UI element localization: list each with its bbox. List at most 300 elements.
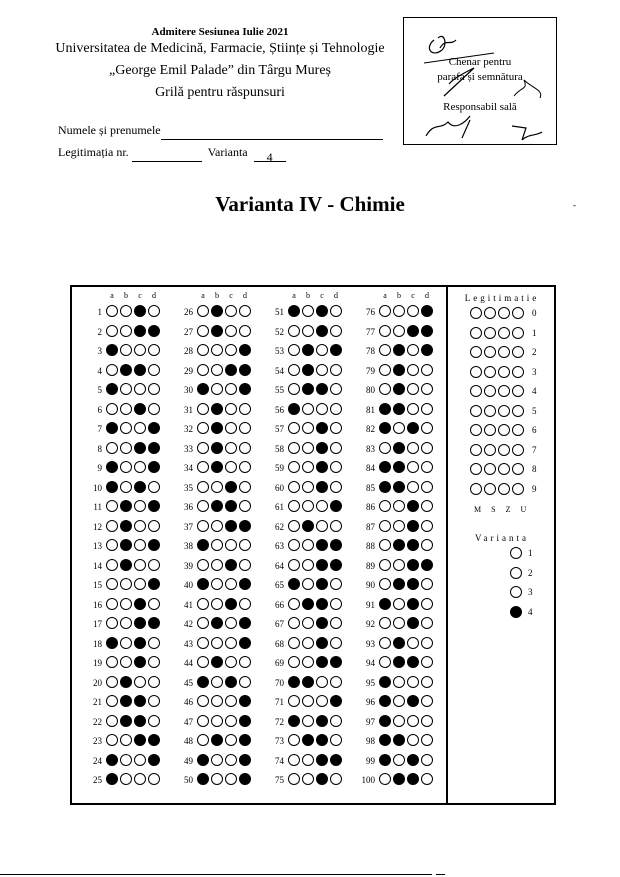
answer-bubble-46-d[interactable] [239, 695, 251, 707]
answer-bubble-18-a[interactable] [106, 637, 118, 649]
answer-bubble-86-d[interactable] [421, 500, 433, 512]
answer-bubble-96-c[interactable] [407, 695, 419, 707]
answer-bubble-54-a[interactable] [288, 364, 300, 376]
answer-bubble-85-c[interactable] [407, 481, 419, 493]
answer-bubble-82-d[interactable] [421, 422, 433, 434]
legitimatie-bubble[interactable] [512, 327, 524, 339]
answer-bubble-53-c[interactable] [316, 344, 328, 356]
answer-bubble-10-b[interactable] [120, 481, 132, 493]
answer-bubble-59-a[interactable] [288, 461, 300, 473]
answer-bubble-89-c[interactable] [407, 559, 419, 571]
answer-bubble-16-c[interactable] [134, 598, 146, 610]
answer-bubble-15-b[interactable] [120, 578, 132, 590]
answer-bubble-92-d[interactable] [421, 617, 433, 629]
answer-bubble-74-c[interactable] [316, 754, 328, 766]
answer-bubble-68-a[interactable] [288, 637, 300, 649]
answer-bubble-29-c[interactable] [225, 364, 237, 376]
answer-bubble-46-b[interactable] [211, 695, 223, 707]
answer-bubble-94-b[interactable] [393, 656, 405, 668]
answer-bubble-55-b[interactable] [302, 383, 314, 395]
answer-bubble-94-c[interactable] [407, 656, 419, 668]
answer-bubble-78-d[interactable] [421, 344, 433, 356]
legitimatie-bubble[interactable] [498, 307, 510, 319]
answer-bubble-61-d[interactable] [330, 500, 342, 512]
answer-bubble-16-b[interactable] [120, 598, 132, 610]
answer-bubble-91-b[interactable] [393, 598, 405, 610]
answer-bubble-6-d[interactable] [148, 403, 160, 415]
answer-bubble-19-d[interactable] [148, 656, 160, 668]
answer-bubble-62-a[interactable] [288, 520, 300, 532]
answer-bubble-86-b[interactable] [393, 500, 405, 512]
legitimatie-bubble[interactable] [484, 483, 496, 495]
answer-bubble-95-c[interactable] [407, 676, 419, 688]
answer-bubble-26-a[interactable] [197, 305, 209, 317]
answer-bubble-56-c[interactable] [316, 403, 328, 415]
answer-bubble-92-c[interactable] [407, 617, 419, 629]
answer-bubble-60-c[interactable] [316, 481, 328, 493]
answer-bubble-31-d[interactable] [239, 403, 251, 415]
answer-bubble-48-c[interactable] [225, 734, 237, 746]
answer-bubble-43-c[interactable] [225, 637, 237, 649]
answer-bubble-30-c[interactable] [225, 383, 237, 395]
answer-bubble-53-d[interactable] [330, 344, 342, 356]
answer-bubble-9-c[interactable] [134, 461, 146, 473]
legitimatie-bubble[interactable] [512, 307, 524, 319]
answer-bubble-76-c[interactable] [407, 305, 419, 317]
legitimatie-bubble[interactable] [470, 424, 482, 436]
answer-bubble-30-d[interactable] [239, 383, 251, 395]
answer-bubble-4-a[interactable] [106, 364, 118, 376]
answer-bubble-99-c[interactable] [407, 754, 419, 766]
answer-bubble-17-a[interactable] [106, 617, 118, 629]
answer-bubble-34-a[interactable] [197, 461, 209, 473]
legitimatie-bubble[interactable] [470, 463, 482, 475]
answer-bubble-54-b[interactable] [302, 364, 314, 376]
answer-bubble-50-a[interactable] [197, 773, 209, 785]
answer-bubble-50-d[interactable] [239, 773, 251, 785]
answer-bubble-92-a[interactable] [379, 617, 391, 629]
answer-bubble-58-c[interactable] [316, 442, 328, 454]
answer-bubble-83-c[interactable] [407, 442, 419, 454]
answer-bubble-4-b[interactable] [120, 364, 132, 376]
answer-bubble-58-a[interactable] [288, 442, 300, 454]
answer-bubble-62-c[interactable] [316, 520, 328, 532]
answer-bubble-95-d[interactable] [421, 676, 433, 688]
answer-bubble-68-c[interactable] [316, 637, 328, 649]
answer-bubble-13-d[interactable] [148, 539, 160, 551]
answer-bubble-100-b[interactable] [393, 773, 405, 785]
answer-bubble-23-b[interactable] [120, 734, 132, 746]
answer-bubble-98-a[interactable] [379, 734, 391, 746]
name-field[interactable] [58, 120, 383, 142]
answer-bubble-25-d[interactable] [148, 773, 160, 785]
answer-bubble-80-b[interactable] [393, 383, 405, 395]
answer-bubble-10-c[interactable] [134, 481, 146, 493]
legitimatie-bubble[interactable] [498, 405, 510, 417]
answer-bubble-11-b[interactable] [120, 500, 132, 512]
answer-bubble-71-d[interactable] [330, 695, 342, 707]
answer-bubble-51-c[interactable] [316, 305, 328, 317]
answer-bubble-98-c[interactable] [407, 734, 419, 746]
answer-bubble-27-c[interactable] [225, 325, 237, 337]
answer-bubble-76-d[interactable] [421, 305, 433, 317]
answer-bubble-1-d[interactable] [148, 305, 160, 317]
answer-bubble-11-a[interactable] [106, 500, 118, 512]
answer-bubble-25-c[interactable] [134, 773, 146, 785]
legitimatie-bubble[interactable] [512, 366, 524, 378]
answer-bubble-17-c[interactable] [134, 617, 146, 629]
answer-bubble-45-b[interactable] [211, 676, 223, 688]
answer-bubble-74-b[interactable] [302, 754, 314, 766]
answer-bubble-90-c[interactable] [407, 578, 419, 590]
answer-bubble-69-d[interactable] [330, 656, 342, 668]
answer-bubble-52-a[interactable] [288, 325, 300, 337]
answer-bubble-78-a[interactable] [379, 344, 391, 356]
legitimatie-bubble[interactable] [498, 483, 510, 495]
answer-bubble-79-c[interactable] [407, 364, 419, 376]
answer-bubble-28-a[interactable] [197, 344, 209, 356]
answer-bubble-91-c[interactable] [407, 598, 419, 610]
answer-bubble-6-b[interactable] [120, 403, 132, 415]
legitimatie-bubble[interactable] [512, 483, 524, 495]
answer-bubble-21-d[interactable] [148, 695, 160, 707]
answer-bubble-50-c[interactable] [225, 773, 237, 785]
answer-bubble-38-c[interactable] [225, 539, 237, 551]
answer-bubble-57-a[interactable] [288, 422, 300, 434]
answer-bubble-80-d[interactable] [421, 383, 433, 395]
answer-bubble-17-b[interactable] [120, 617, 132, 629]
answer-bubble-45-c[interactable] [225, 676, 237, 688]
answer-bubble-50-b[interactable] [211, 773, 223, 785]
answer-bubble-33-b[interactable] [211, 442, 223, 454]
answer-bubble-65-a[interactable] [288, 578, 300, 590]
answer-bubble-39-d[interactable] [239, 559, 251, 571]
answer-bubble-56-b[interactable] [302, 403, 314, 415]
answer-bubble-75-b[interactable] [302, 773, 314, 785]
answer-bubble-41-a[interactable] [197, 598, 209, 610]
answer-bubble-18-b[interactable] [120, 637, 132, 649]
answer-bubble-3-b[interactable] [120, 344, 132, 356]
answer-bubble-1-b[interactable] [120, 305, 132, 317]
answer-bubble-57-b[interactable] [302, 422, 314, 434]
answer-bubble-55-c[interactable] [316, 383, 328, 395]
answer-bubble-46-c[interactable] [225, 695, 237, 707]
answer-bubble-11-c[interactable] [134, 500, 146, 512]
answer-bubble-32-d[interactable] [239, 422, 251, 434]
answer-bubble-7-d[interactable] [148, 422, 160, 434]
answer-bubble-24-b[interactable] [120, 754, 132, 766]
legitimatie-bubble[interactable] [484, 346, 496, 358]
answer-bubble-1-c[interactable] [134, 305, 146, 317]
answer-bubble-21-a[interactable] [106, 695, 118, 707]
answer-bubble-97-c[interactable] [407, 715, 419, 727]
answer-bubble-6-c[interactable] [134, 403, 146, 415]
answer-bubble-64-d[interactable] [330, 559, 342, 571]
answer-bubble-40-c[interactable] [225, 578, 237, 590]
answer-bubble-59-b[interactable] [302, 461, 314, 473]
answer-bubble-20-d[interactable] [148, 676, 160, 688]
answer-bubble-35-d[interactable] [239, 481, 251, 493]
answer-bubble-29-d[interactable] [239, 364, 251, 376]
answer-bubble-15-a[interactable] [106, 578, 118, 590]
answer-bubble-5-c[interactable] [134, 383, 146, 395]
answer-bubble-83-d[interactable] [421, 442, 433, 454]
answer-bubble-59-c[interactable] [316, 461, 328, 473]
answer-bubble-41-c[interactable] [225, 598, 237, 610]
answer-bubble-93-a[interactable] [379, 637, 391, 649]
answer-bubble-47-a[interactable] [197, 715, 209, 727]
answer-bubble-44-c[interactable] [225, 656, 237, 668]
answer-bubble-66-d[interactable] [330, 598, 342, 610]
answer-bubble-81-a[interactable] [379, 403, 391, 415]
answer-bubble-2-d[interactable] [148, 325, 160, 337]
answer-bubble-13-b[interactable] [120, 539, 132, 551]
answer-bubble-34-b[interactable] [211, 461, 223, 473]
answer-bubble-51-d[interactable] [330, 305, 342, 317]
legitimatie-bubble[interactable] [498, 327, 510, 339]
legitimatie-bubble[interactable] [484, 444, 496, 456]
answer-bubble-67-d[interactable] [330, 617, 342, 629]
answer-bubble-98-b[interactable] [393, 734, 405, 746]
answer-bubble-63-d[interactable] [330, 539, 342, 551]
answer-bubble-61-b[interactable] [302, 500, 314, 512]
answer-bubble-16-a[interactable] [106, 598, 118, 610]
answer-bubble-43-a[interactable] [197, 637, 209, 649]
answer-bubble-85-a[interactable] [379, 481, 391, 493]
answer-bubble-30-b[interactable] [211, 383, 223, 395]
answer-bubble-88-a[interactable] [379, 539, 391, 551]
answer-bubble-12-a[interactable] [106, 520, 118, 532]
answer-bubble-33-c[interactable] [225, 442, 237, 454]
answer-bubble-28-c[interactable] [225, 344, 237, 356]
answer-bubble-32-b[interactable] [211, 422, 223, 434]
answer-bubble-54-d[interactable] [330, 364, 342, 376]
answer-bubble-14-c[interactable] [134, 559, 146, 571]
legitimatie-bubble[interactable] [470, 327, 482, 339]
answer-bubble-55-a[interactable] [288, 383, 300, 395]
answer-bubble-46-a[interactable] [197, 695, 209, 707]
answer-bubble-5-d[interactable] [148, 383, 160, 395]
answer-bubble-77-b[interactable] [393, 325, 405, 337]
answer-bubble-67-a[interactable] [288, 617, 300, 629]
answer-bubble-69-b[interactable] [302, 656, 314, 668]
answer-bubble-72-d[interactable] [330, 715, 342, 727]
answer-bubble-96-a[interactable] [379, 695, 391, 707]
answer-bubble-52-d[interactable] [330, 325, 342, 337]
answer-bubble-43-b[interactable] [211, 637, 223, 649]
answer-bubble-10-d[interactable] [148, 481, 160, 493]
legitimatie-bubble[interactable] [484, 307, 496, 319]
answer-bubble-23-a[interactable] [106, 734, 118, 746]
answer-bubble-3-c[interactable] [134, 344, 146, 356]
answer-bubble-9-b[interactable] [120, 461, 132, 473]
answer-bubble-42-a[interactable] [197, 617, 209, 629]
legitimatie-bubble[interactable] [470, 346, 482, 358]
answer-bubble-14-b[interactable] [120, 559, 132, 571]
answer-bubble-47-b[interactable] [211, 715, 223, 727]
answer-bubble-82-b[interactable] [393, 422, 405, 434]
answer-bubble-56-d[interactable] [330, 403, 342, 415]
answer-bubble-1-a[interactable] [106, 305, 118, 317]
answer-bubble-81-b[interactable] [393, 403, 405, 415]
answer-bubble-91-d[interactable] [421, 598, 433, 610]
answer-bubble-49-b[interactable] [211, 754, 223, 766]
answer-bubble-36-b[interactable] [211, 500, 223, 512]
answer-bubble-13-c[interactable] [134, 539, 146, 551]
answer-bubble-96-d[interactable] [421, 695, 433, 707]
answer-bubble-71-b[interactable] [302, 695, 314, 707]
answer-bubble-88-d[interactable] [421, 539, 433, 551]
answer-bubble-94-d[interactable] [421, 656, 433, 668]
legitimatie-bubble[interactable] [470, 444, 482, 456]
answer-bubble-71-a[interactable] [288, 695, 300, 707]
answer-bubble-58-b[interactable] [302, 442, 314, 454]
answer-bubble-28-b[interactable] [211, 344, 223, 356]
answer-bubble-78-c[interactable] [407, 344, 419, 356]
answer-bubble-73-c[interactable] [316, 734, 328, 746]
answer-bubble-26-d[interactable] [239, 305, 251, 317]
answer-bubble-65-d[interactable] [330, 578, 342, 590]
answer-bubble-69-a[interactable] [288, 656, 300, 668]
id-value[interactable] [132, 147, 202, 162]
answer-bubble-6-a[interactable] [106, 403, 118, 415]
answer-bubble-90-b[interactable] [393, 578, 405, 590]
answer-bubble-41-d[interactable] [239, 598, 251, 610]
answer-bubble-49-c[interactable] [225, 754, 237, 766]
answer-bubble-23-c[interactable] [134, 734, 146, 746]
answer-bubble-59-d[interactable] [330, 461, 342, 473]
answer-bubble-82-a[interactable] [379, 422, 391, 434]
answer-bubble-75-c[interactable] [316, 773, 328, 785]
answer-bubble-35-c[interactable] [225, 481, 237, 493]
answer-bubble-40-a[interactable] [197, 578, 209, 590]
varianta-bubble[interactable] [510, 586, 522, 598]
answer-bubble-25-b[interactable] [120, 773, 132, 785]
answer-bubble-20-c[interactable] [134, 676, 146, 688]
answer-bubble-85-b[interactable] [393, 481, 405, 493]
answer-bubble-63-a[interactable] [288, 539, 300, 551]
legitimatie-bubble[interactable] [498, 346, 510, 358]
answer-bubble-15-d[interactable] [148, 578, 160, 590]
legitimatie-bubble[interactable] [470, 307, 482, 319]
answer-bubble-65-b[interactable] [302, 578, 314, 590]
answer-bubble-5-b[interactable] [120, 383, 132, 395]
answer-bubble-95-b[interactable] [393, 676, 405, 688]
answer-bubble-39-c[interactable] [225, 559, 237, 571]
answer-bubble-76-b[interactable] [393, 305, 405, 317]
answer-bubble-45-a[interactable] [197, 676, 209, 688]
answer-bubble-99-d[interactable] [421, 754, 433, 766]
answer-bubble-64-b[interactable] [302, 559, 314, 571]
legitimatie-bubble[interactable] [498, 463, 510, 475]
answer-bubble-75-d[interactable] [330, 773, 342, 785]
answer-bubble-86-c[interactable] [407, 500, 419, 512]
legitimatie-bubble[interactable] [512, 346, 524, 358]
answer-bubble-47-d[interactable] [239, 715, 251, 727]
answer-bubble-80-c[interactable] [407, 383, 419, 395]
answer-bubble-12-d[interactable] [148, 520, 160, 532]
answer-bubble-20-b[interactable] [120, 676, 132, 688]
answer-bubble-39-b[interactable] [211, 559, 223, 571]
answer-bubble-100-d[interactable] [421, 773, 433, 785]
answer-bubble-93-d[interactable] [421, 637, 433, 649]
answer-bubble-53-a[interactable] [288, 344, 300, 356]
answer-bubble-88-c[interactable] [407, 539, 419, 551]
answer-bubble-48-a[interactable] [197, 734, 209, 746]
answer-bubble-8-b[interactable] [120, 442, 132, 454]
answer-bubble-87-c[interactable] [407, 520, 419, 532]
answer-bubble-24-d[interactable] [148, 754, 160, 766]
answer-bubble-60-d[interactable] [330, 481, 342, 493]
answer-bubble-22-a[interactable] [106, 715, 118, 727]
legitimatie-bubble[interactable] [484, 385, 496, 397]
answer-bubble-19-a[interactable] [106, 656, 118, 668]
answer-bubble-100-a[interactable] [379, 773, 391, 785]
answer-bubble-34-c[interactable] [225, 461, 237, 473]
answer-bubble-76-a[interactable] [379, 305, 391, 317]
answer-bubble-34-d[interactable] [239, 461, 251, 473]
legitimatie-bubble[interactable] [498, 385, 510, 397]
answer-bubble-81-c[interactable] [407, 403, 419, 415]
answer-bubble-21-b[interactable] [120, 695, 132, 707]
answer-bubble-61-a[interactable] [288, 500, 300, 512]
answer-bubble-73-b[interactable] [302, 734, 314, 746]
answer-bubble-18-c[interactable] [134, 637, 146, 649]
legitimatie-bubble[interactable] [484, 424, 496, 436]
legitimatie-bubble[interactable] [498, 424, 510, 436]
answer-bubble-70-a[interactable] [288, 676, 300, 688]
answer-bubble-43-d[interactable] [239, 637, 251, 649]
answer-bubble-52-c[interactable] [316, 325, 328, 337]
answer-bubble-16-d[interactable] [148, 598, 160, 610]
answer-bubble-89-d[interactable] [421, 559, 433, 571]
answer-bubble-61-c[interactable] [316, 500, 328, 512]
answer-bubble-32-a[interactable] [197, 422, 209, 434]
answer-bubble-57-d[interactable] [330, 422, 342, 434]
answer-bubble-78-b[interactable] [393, 344, 405, 356]
legitimatie-bubble[interactable] [512, 385, 524, 397]
answer-bubble-67-c[interactable] [316, 617, 328, 629]
answer-bubble-37-a[interactable] [197, 520, 209, 532]
answer-bubble-31-c[interactable] [225, 403, 237, 415]
answer-bubble-2-a[interactable] [106, 325, 118, 337]
answer-bubble-53-b[interactable] [302, 344, 314, 356]
answer-bubble-47-c[interactable] [225, 715, 237, 727]
legitimatie-bubble[interactable] [498, 366, 510, 378]
answer-bubble-83-b[interactable] [393, 442, 405, 454]
answer-bubble-98-d[interactable] [421, 734, 433, 746]
answer-bubble-26-c[interactable] [225, 305, 237, 317]
legitimatie-bubble[interactable] [512, 424, 524, 436]
answer-bubble-49-a[interactable] [197, 754, 209, 766]
answer-bubble-26-b[interactable] [211, 305, 223, 317]
answer-bubble-8-d[interactable] [148, 442, 160, 454]
answer-bubble-52-b[interactable] [302, 325, 314, 337]
answer-bubble-60-a[interactable] [288, 481, 300, 493]
answer-bubble-89-b[interactable] [393, 559, 405, 571]
legitimatie-bubble[interactable] [470, 483, 482, 495]
answer-bubble-84-a[interactable] [379, 461, 391, 473]
answer-bubble-77-c[interactable] [407, 325, 419, 337]
answer-bubble-99-b[interactable] [393, 754, 405, 766]
answer-bubble-57-c[interactable] [316, 422, 328, 434]
answer-bubble-96-b[interactable] [393, 695, 405, 707]
answer-bubble-63-c[interactable] [316, 539, 328, 551]
answer-bubble-11-d[interactable] [148, 500, 160, 512]
answer-bubble-15-c[interactable] [134, 578, 146, 590]
answer-bubble-99-a[interactable] [379, 754, 391, 766]
answer-bubble-97-a[interactable] [379, 715, 391, 727]
